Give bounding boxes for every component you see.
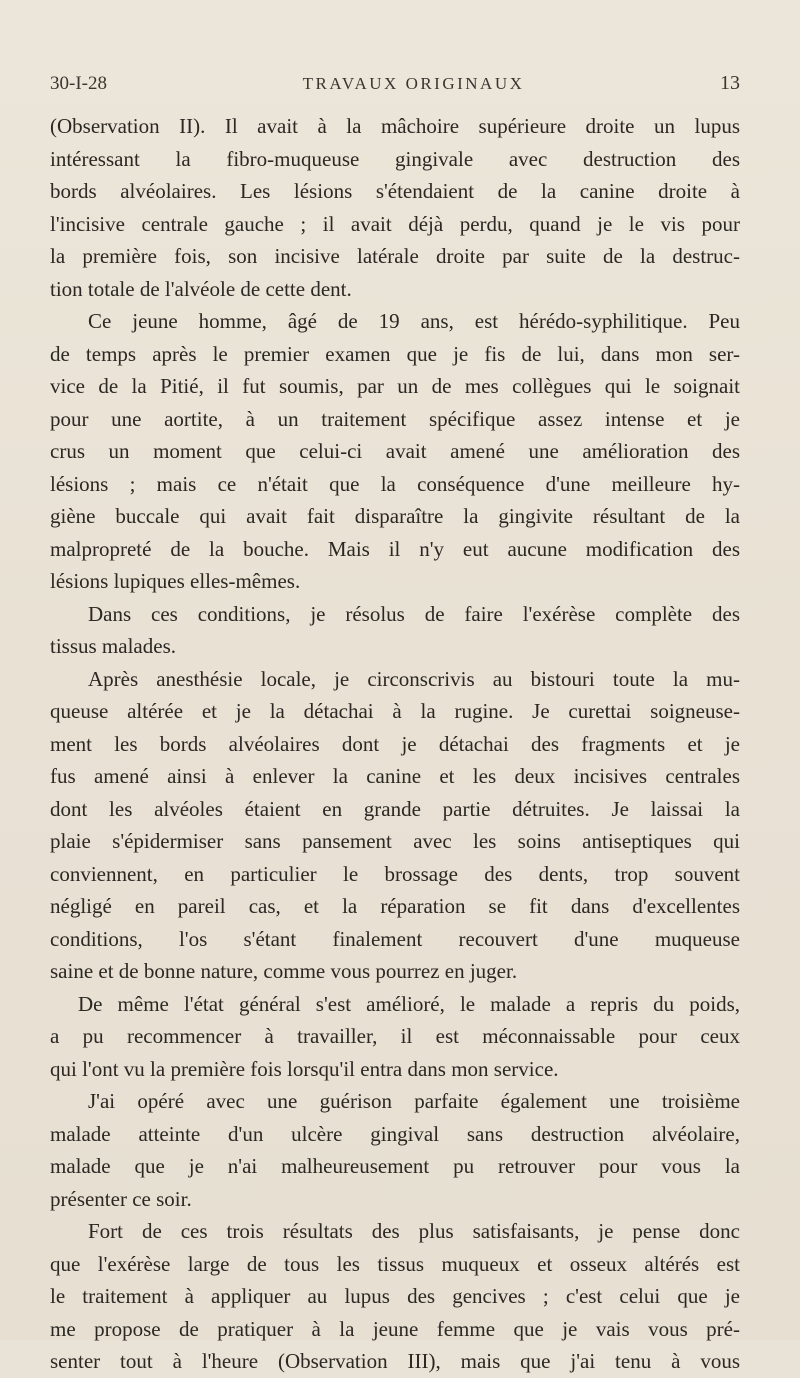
text-line: plaie s'épidermiser sans pansement avec les soins antiseptiques qui xyxy=(50,829,740,853)
text-line: tissus malades. xyxy=(50,634,176,658)
text-line: Après anesthésie locale, je circonscrivis au bistouri toute la mu- xyxy=(88,666,740,691)
text-line: fus amené ainsi à enlever la canine et les deux incisives centrales xyxy=(50,764,740,788)
text-line: Fort de ces trois résultats des plus satisfaisants, je pense donc xyxy=(88,1219,740,1243)
text-line: De même l'état général s'est amélioré, le malade a repris du poids, xyxy=(78,991,740,1016)
page-number: 13 xyxy=(720,72,740,94)
section-title: TRAVAUX ORIGINAUX xyxy=(302,74,525,93)
text-line: senter tout à l'heure (Observation III), mais que j'ai tenu à vous xyxy=(50,1349,740,1373)
text-line: négligé en pareil cas, et la réparation se fit dans d'excellentes xyxy=(50,894,740,918)
text-line: J'ai opéré avec une guérison parfaite également une troisième xyxy=(88,1089,740,1113)
text-line: malpropreté de la bouche. Mais il n'y eut aucune modification des xyxy=(50,536,740,561)
text-line: vice de la Pitié, il fut soumis, par un de mes collègues qui le soignait xyxy=(50,374,740,398)
text-line: intéressant la fibro-muqueuse gingivale avec destruction des xyxy=(50,146,740,171)
text-line: me propose de pratiquer à la jeune femme que je vais vous pré- xyxy=(50,1316,740,1341)
text-line: le traitement à appliquer au lupus des gencives ; c'est celui que je xyxy=(50,1284,740,1308)
text-line: la première fois, son incisive latérale droite par suite de la destruc- xyxy=(50,244,740,268)
text-line: ment les bords alvéolaires dont je détachai des fragments et je xyxy=(50,731,740,756)
text-line: a pu recommencer à travailler, il est méconnaissable pour ceux xyxy=(50,1024,740,1048)
text-line: de temps après le premier examen que je fis de lui, dans mon ser- xyxy=(50,341,740,366)
text-line: lésions lupiques elles-mêmes. xyxy=(50,569,301,593)
text-line: giène buccale qui avait fait disparaître la gingivite résultant de la xyxy=(50,504,740,528)
text-line: malade que je n'ai malheureusement pu retrouver pour vous la xyxy=(50,1154,740,1178)
text-line: qui l'ont vu la première fois lorsqu'il entra dans mon service. xyxy=(50,1056,559,1081)
running-head xyxy=(50,72,740,102)
text-line: pour une aortite, à un traitement spécifique assez intense et je xyxy=(50,406,740,431)
text-line: malade atteinte d'un ulcère gingival sans destruction alvéolaire, xyxy=(50,1121,740,1146)
text-line: conviennent, en particulier le brossage des dents, trop souvent xyxy=(50,861,740,886)
text-line: conditions, l'os s'étant finalement recouvert d'une muqueuse xyxy=(50,926,740,951)
text-line: Dans ces conditions, je résolus de faire l'exérèse complète des xyxy=(88,601,740,626)
text-line: queuse altérée et je la détachai à la rugine. Je curettai soigneuse- xyxy=(50,699,740,723)
text-line: (Observation II). Il avait à la mâchoire supérieure droite un lupus xyxy=(50,114,740,138)
text-line: dont les alvéoles étaient en grande partie détruites. Je laissai la xyxy=(50,796,740,821)
text-line: saine et de bonne nature, comme vous pourrez en juger. xyxy=(50,959,518,983)
text-line: bords alvéolaires. Les lésions s'étendaient de la canine droite à xyxy=(50,179,740,203)
issue-date: 30-I-28 xyxy=(50,73,107,94)
text-line: que l'exérèse large de tous les tissus muqueux et osseux altérés est xyxy=(50,1251,740,1276)
text-line: tion totale de l'alvéole de cette dent. xyxy=(50,276,352,301)
text-line: lésions ; mais ce n'était que la conséquence d'une meilleure hy- xyxy=(50,471,740,496)
body-text xyxy=(50,110,740,1378)
text-line: crus un moment que celui-ci avait amené une amélioration des xyxy=(50,439,740,463)
text-line: Ce jeune homme, âgé de 19 ans, est hérédo-syphilitique. Peu xyxy=(88,309,740,333)
text-line: présenter ce soir. xyxy=(50,1186,192,1211)
text-line: l'incisive centrale gauche ; il avait déjà perdu, quand je le vis pour xyxy=(50,211,740,236)
